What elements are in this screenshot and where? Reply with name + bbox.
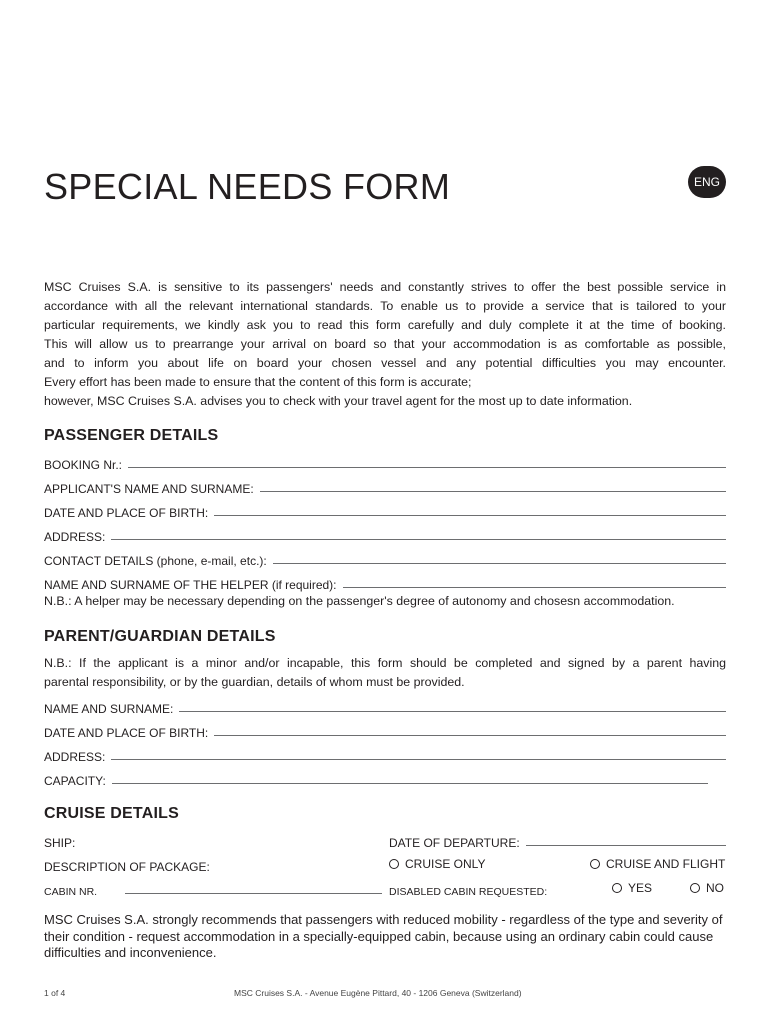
disabled-cabin-yes-option[interactable] [612,878,652,898]
page-number: 1 of 4 [44,988,66,998]
input-line[interactable] [260,491,726,492]
cabin-recommendation: MSC Cruises S.A. strongly recommends that passengers with reduced mobility - regardless of the type and severity of their condition - request accommodation in a specially-equipped cabin, because using an ordinary cabin could cause difficulties and inconvenience. [44,912,723,960]
guardian-capacity-field[interactable] [44,768,708,788]
disabled-cabin-label [389,878,553,898]
input-line[interactable] [111,539,726,540]
cruise-details-heading: CRUISE DETAILS [44,805,179,822]
option-label: CRUISE ONLY [405,857,486,871]
company-address: MSC Cruises S.A. - Avenue Eugène Pittard, 40 - 1206 Geneva (Switzerland) [234,988,522,998]
booking-number-field[interactable] [44,452,726,472]
intro-line: Every effort has been made to ensure that the content of this form is accurate; [44,375,472,389]
field-label: DATE AND PLACE OF BIRTH: [44,506,209,520]
field-label: DATE OF DEPARTURE: [389,836,520,850]
input-line[interactable] [343,587,726,588]
field-label: CAPACITY: [44,774,106,788]
option-label: NO [706,881,724,895]
field-label: ADDRESS: [44,530,106,544]
field-label: DESCRIPTION OF PACKAGE: [44,860,210,874]
guardian-birth-field[interactable] [44,720,726,740]
input-line[interactable] [214,515,726,516]
input-line[interactable] [128,467,726,468]
ship-field[interactable] [44,830,81,850]
intro-line: however, MSC Cruises S.A. advises you to check with your travel agent for the most up to date information. [44,394,633,408]
field-label: DATE AND PLACE OF BIRTH: [44,726,209,740]
intro-line: particular requirements, we kindly ask you to read this form carefully and duly complete it at the time of booking. [44,318,726,332]
field-label: BOOKING Nr.: [44,458,123,472]
input-line[interactable] [179,711,726,712]
intro-paragraph [44,278,726,411]
passenger-details-heading: PASSENGER DETAILS [44,427,219,444]
field-label: APPLICANT'S NAME AND SURNAME: [44,482,254,496]
address-field[interactable] [44,524,726,544]
option-label: YES [628,881,653,895]
helper-note: N.B.: A helper may be necessary depending on the passenger's degree of autonomy and chosesn accommodation. [44,594,675,608]
radio-button[interactable] [690,883,700,893]
cabin-number-field[interactable] [44,878,382,898]
package-description-label [44,854,216,874]
disabled-cabin-no-option[interactable] [690,878,724,898]
guardian-note-line: N.B.: If the applicant is a minor and/or incapable, this form should be completed and signed by a parent having [44,656,726,670]
cruise-only-option[interactable] [389,854,485,874]
page-title: SPECIAL NEEDS FORM [44,166,451,207]
intro-line: and to inform you about life on board your chosen vessel and any potential difficulties you may encounter. [44,356,726,370]
intro-line: This will allow us to prearrange your arrival on board so that your accommodation is as comfortable as possible, [44,337,726,351]
field-label: CONTACT DETAILS (phone, e-mail, etc.): [44,554,267,568]
guardian-note-line: parental responsibility, or by the guardian, details of whom must be provided. [44,675,465,689]
input-line[interactable] [526,845,726,846]
guardian-name-field[interactable] [44,696,726,716]
option-label: CRUISE AND FLIGHT [606,857,726,871]
parent-guardian-heading: PARENT/GUARDIAN DETAILS [44,628,276,645]
intro-line: MSC Cruises S.A. is sensitive to its passengers' needs and constantly strives to offer the best possible service in [44,280,726,294]
guardian-address-field[interactable] [44,744,726,764]
field-label: NAME AND SURNAME OF THE HELPER (if required): [44,578,337,592]
birth-date-place-field[interactable] [44,500,726,520]
input-line[interactable] [111,759,726,760]
input-line[interactable] [214,735,726,736]
radio-button[interactable] [612,883,622,893]
field-label: ADDRESS: [44,750,106,764]
field-label: SHIP: [44,836,76,850]
input-line[interactable] [125,893,382,894]
field-label: CABIN NR. [44,886,98,898]
contact-details-field[interactable] [44,548,726,568]
input-line[interactable] [273,563,726,564]
radio-button[interactable] [389,859,399,869]
field-label: DISABLED CABIN REQUESTED: [389,886,548,898]
intro-line: accordance with all the relevant international standards. To enable us to provide a service that is tailored to your [44,299,726,313]
applicant-name-field[interactable] [44,476,726,496]
departure-date-field[interactable] [389,830,726,850]
cruise-and-flight-option[interactable] [590,854,725,874]
helper-name-field[interactable] [44,572,726,592]
input-line[interactable] [112,783,708,784]
field-label: NAME AND SURNAME: [44,702,174,716]
language-badge: ENG [688,166,726,198]
radio-button[interactable] [590,859,600,869]
guardian-note [44,654,726,692]
